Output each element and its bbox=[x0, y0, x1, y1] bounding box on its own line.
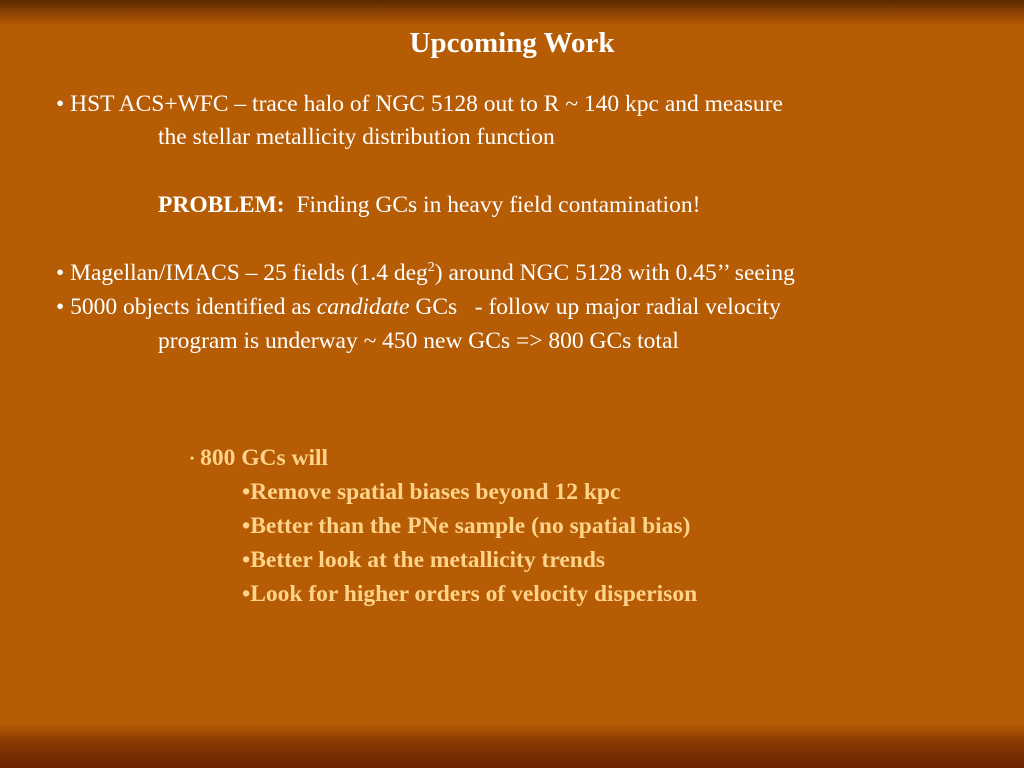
magellan-text-pre: • Magellan/IMACS – 25 fields (1.4 deg bbox=[56, 260, 428, 286]
magellan-text-post: ) around NGC 5128 with 0.45’’ seeing bbox=[434, 260, 795, 286]
bullet-hst-line2: the stellar metallicity distribution function bbox=[158, 124, 555, 150]
gc-list-item: •Better look at the metallicity trends bbox=[242, 547, 606, 573]
gc-list-heading bbox=[190, 443, 328, 473]
gc-list-item: •Look for higher orders of velocity disperison bbox=[242, 581, 698, 607]
gc-list-item: •Better than the PNe sample (no spatial bias) bbox=[242, 513, 691, 539]
magellan-superscript: 2 bbox=[427, 260, 435, 275]
gc-list-small-bullet: • bbox=[190, 451, 195, 465]
candidates-text-post: GCs - follow up major radial velocity bbox=[409, 294, 781, 320]
bullet-candidates-line2: program is underway ~ 450 new GCs => 800 GCs total bbox=[158, 328, 679, 354]
bullet-magellan bbox=[56, 258, 795, 288]
gc-list-item: •Remove spatial biases beyond 12 kpc bbox=[242, 479, 621, 505]
problem-label: PROBLEM: bbox=[158, 192, 285, 218]
bullet-hst-line1: • HST ACS+WFC – trace halo of NGC 5128 out to R ~ 140 kpc and measure bbox=[56, 91, 783, 117]
candidates-text-pre: • 5000 objects identified as bbox=[56, 294, 317, 320]
problem-statement bbox=[158, 190, 700, 220]
candidates-italic: candidate bbox=[316, 294, 410, 320]
bottom-gradient-band bbox=[0, 724, 1024, 768]
gc-list-heading-text: 800 GCs will bbox=[194, 445, 329, 471]
bullet-candidates-line1 bbox=[56, 292, 781, 322]
problem-text: Finding GCs in heavy field contamination! bbox=[284, 192, 701, 218]
top-gradient-band bbox=[0, 0, 1024, 26]
slide-title: Upcoming Work bbox=[409, 27, 615, 59]
